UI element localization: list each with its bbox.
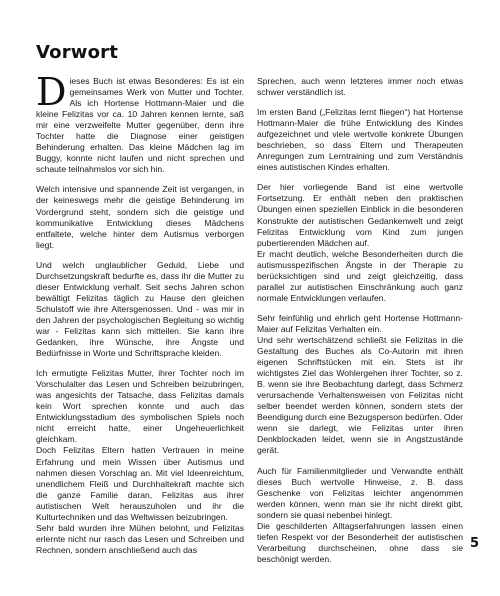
intro-paragraph-text: ieses Buch ist etwas Besonderes: Es ist ein gemeinsames Werk von Mutter und Tochter. Als ich Hortense Hottmann-Maier und die kleine Felizitas vor ca. 10 Jahren kennen lernte, saß mir eine verzweifelte Mutter gegenüber, denn ihre Tochter hatte die Diagnose einer geistigen Behinderung erhalten. Das kleine Mädchen lag im Buggy, konnte nicht laufen und nicht sprechen und schaute teilnahmslos vor sich hin. <box>36 76 244 175</box>
body-paragraph: Sprechen, auch wenn letzteres immer noch etwas schwer verständlich ist. <box>257 76 463 98</box>
body-paragraph: Welch intensive und spannende Zeit ist vergangen, in der keineswegs mehr die geistige Behinderung im Vordergrund steht, sondern sich die geistige und kommunikative Entwicklung dieses Mädchens entfaltete, welche hinter dem Autismus verborgen liegt. <box>36 184 244 250</box>
page-number: 5 <box>470 536 480 551</box>
body-paragraph: Und welch unglaublicher Geduld, Liebe und Durchsetzungskraft bedurfte es, dass ihr die Mutter zu dieser Entwicklung verhalf. Seit sechs Jahren schon bewältigt Felizitas täglich zu Hause den gleichen Schulstoff wie ihre Altersgenossen. Und - was mir in den Jahren der psychologischen Begleitung so wichtig war - Felizitas kann sich mitteilen. Sie kann ihre Gedanken, ihre Wünsche, ihre Ängste und Bedürfnisse in Worte und Schriftsprache kleiden. <box>36 259 244 359</box>
left-text-column <box>36 70 244 556</box>
body-paragraph: Auch für Familienmitglieder und Verwandte enthält dieses Buch wertvolle Hinweise, z. B. dass Geschenke von Felizitas leichter angenommen werden können, wenn man sie ihr nicht direkt gibt, sondern sie quasi nebenbei hinlegt. <box>257 465 463 520</box>
body-paragraph: Und sehr wertschätzend schließt sie Felizitas in die Gestaltung des Buches als Co-Autorin mit ihren eigenen Schriftstücken mit ein. Stets ist ihr wichtigstes Ziel das Wohlergehen ihrer Tochter, so z. B. wenn sie ihre Beobachtung darlegt, dass Schmerz verursachende Verhaltensweisen von Felizitas nicht selber beendet werden können, sondern stets der Beendigung durch eine Bezugsperson bedürfen. Oder wenn sie darlegt, wie Felizitas unter ihren Denkblockaden leidet, wenn sie in Angstzustände gerät. <box>257 334 463 456</box>
dropcap-letter: D <box>36 70 67 114</box>
page-title: Vorwort <box>36 42 119 63</box>
body-paragraph: Sehr feinfühlig und ehrlich geht Hortense Hottmann-Maier auf Felizitas Verhalten ein. <box>257 312 463 334</box>
body-paragraph: Er macht deutlich, welche Besonderheiten durch die autismusspezifischen Ängste in der Therapie zu berücksichtigen sind und zeigt gleichzeitig, dass parallel zur autistischen Einschränkung auch ganz normale Entwicklungen verlaufen. <box>257 248 463 303</box>
intro-paragraph <box>36 70 244 175</box>
body-paragraph: Doch Felizitas Eltern hatten Vertrauen in meine Erfahrung und mein Wissen über Autismus und nahmen diesen Vorschlag an. Mit viel Ideenreichtum, unendlichem Fleiß und Durchhaltekraft machte sich die ganze Familie daran, Felizitas aus ihrer autistischen Welt herauszuholen und ihr die Kulturtechniken und das Weltwissen beizubringen. <box>36 445 244 522</box>
body-paragraph: Die geschilderten Alltagserfahrungen lassen einen tiefen Respekt vor der Besonderheit der autistischen Verarbeitung durchscheinen, ohne dass sie beschönigt werden. <box>257 520 463 564</box>
body-paragraph: Sehr bald wurden ihre Mühen belohnt, und Felizitas erlernte nicht nur rasch das Lesen und Schreiben und Rechnen, sondern anschließend auch das <box>36 522 244 555</box>
body-paragraph: Im ersten Band („Felizitas lernt fliegen“) hat Hortense Hottmann-Maier die frühe Entwicklung des Kindes aufgezeichnet und viele wertvolle konkrete Übungen beschrieben, so dass Eltern und Therapeuten Anregungen zum Lerntraining und zum Verständnis eines autistischen Kindes erhalten. <box>257 107 463 173</box>
body-paragraph: Ich ermutigte Felizitas Mutter, ihrer Tochter noch im Vorschulalter das Lesen und Schreiben beizubringen, was angesichts der Tatsache, dass Felizitas damals kein Wort sprechen konnte und auch das Entwicklungsstadium des symbolischen Spiels noch nicht erreicht hatte, einer Ungeheuerlichkeit gleichkam. <box>36 368 244 445</box>
right-text-column <box>257 76 463 565</box>
body-paragraph: Der hier vorliegende Band ist eine wertvolle Fortsetzung. Er enthält neben den praktischen Übungen einen speziellen Einblick in die besonderen Konstrukte der autistischen Gedankenwelt und zeigt Felizitas Entwicklung vom Kind zum jungen pubertierenden Mädchen auf. <box>257 182 463 248</box>
